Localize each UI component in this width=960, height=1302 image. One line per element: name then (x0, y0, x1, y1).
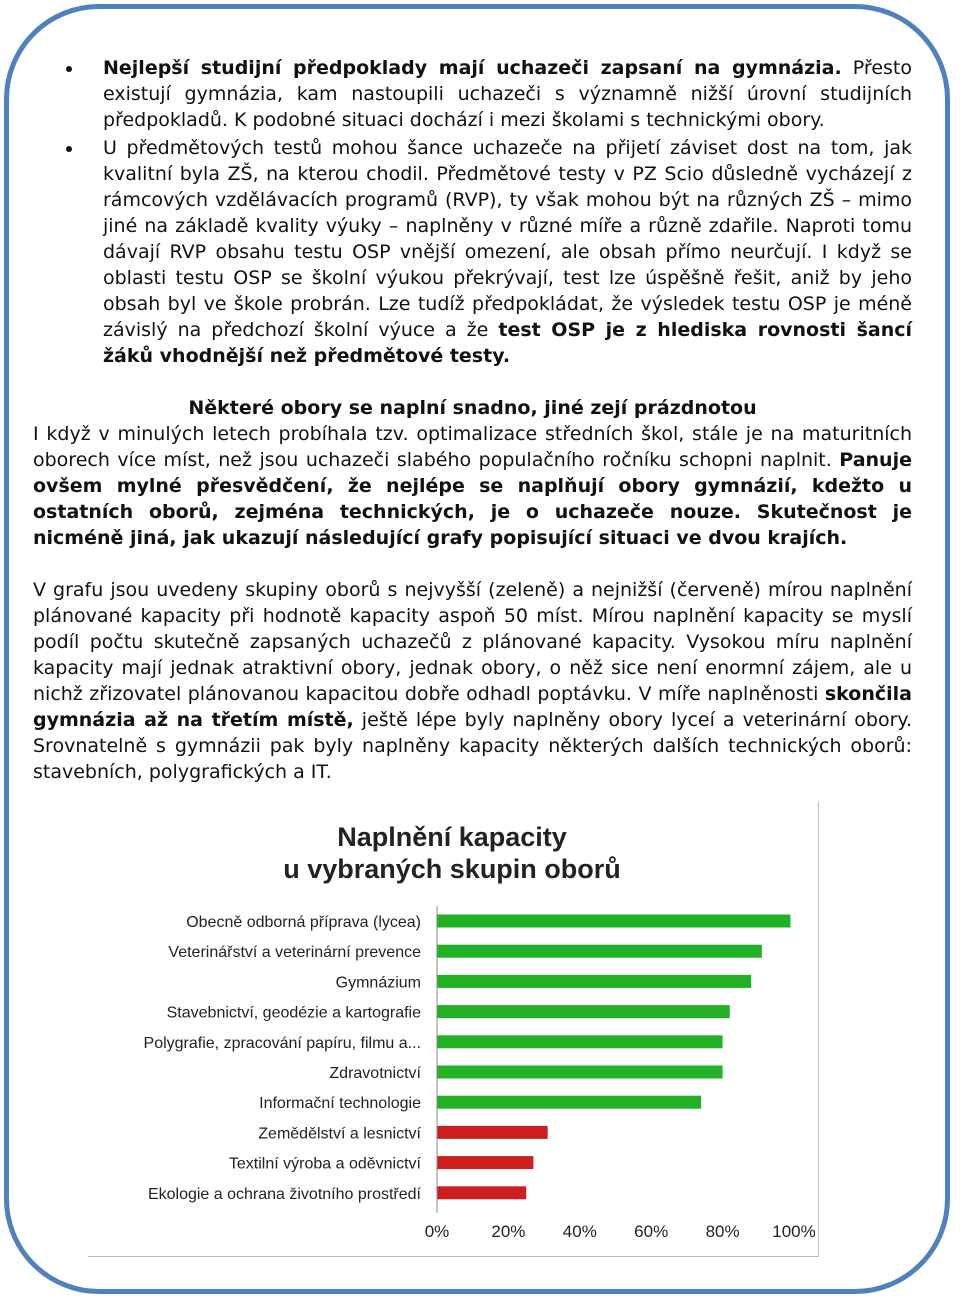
bold-text-run: test OSP je z hlediska rovnosti šancí žáků vhodnější než předmětové testy. (103, 319, 913, 367)
category-label: Polygrafie, zpracování papíru, filmu a... (143, 1034, 421, 1052)
bullet-list (33, 55, 912, 369)
chart-plot-area (144, 906, 816, 1241)
bold-text-run: Nejlepší studijní předpoklady mají uchazeči zapsaní na gymnázia. (103, 57, 842, 79)
bar (437, 1156, 533, 1169)
bar (437, 1066, 723, 1079)
x-tick-label: 40% (562, 1221, 597, 1241)
category-label: Gymnázium (335, 974, 421, 992)
document-body (33, 55, 912, 785)
bold-text-run: skončila gymnázia až na třetím místě, (33, 683, 912, 731)
category-label: Zdravotnictví (329, 1065, 421, 1082)
category-label: Textilní výroba a oděvnictví (228, 1155, 421, 1173)
category-label: Ekologie a ochrana životního prostředí (147, 1185, 421, 1203)
bullet-item-predmetove-testy (33, 135, 912, 369)
paragraph-optimalizace (33, 421, 912, 551)
bar (437, 1035, 723, 1048)
bullet-text (103, 137, 912, 367)
text-run: V grafu jsou uvedeny skupiny oborů s nejvyšší (zeleně) a nejnižší (červeně) mírou naplnění plánované kapacity při hodnotě kapacity aspoň 50 míst. Mírou naplnění kapacity se myslí podíl počtu skutečně zapsaných uchazečů z plánované kapacity. Vysokou míru naplnění kapacity mají jednak atraktivní obory, jednak obory, o něž sice není enormní zájem, ale u nichž zřizovatel plánovanou kapacitou dobře odhadl poptávku. V míře naplněnosti (33, 579, 912, 705)
bar (437, 915, 790, 928)
category-label: Obecně odborná příprava (lycea) (186, 914, 421, 931)
chart-svg (88, 802, 818, 1256)
category-label: Stavebnictví, geodézie a kartografie (166, 1004, 421, 1022)
text-run: ještě lépe byly naplněny obory lyceí a veterinární obory. Srovnatelně s gymnázii pak byly naplněny kapacity některých dalších technických oborů: stavebních, polygrafických a IT. (33, 709, 912, 783)
text-run: Přesto existují gymnázia, kam nastoupili uchazeči s významně nižší úrovní studijních předpokladů. K podobné situaci dochází i mezi školami s technickými obory. (103, 57, 912, 131)
bold-text-run: Panuje ovšem mylné přesvědčení, že nejlépe se naplňují obory gymnázií, kdežto u ostatních oborů, zejména technických, je o uchazeče nouze. Skutečnost je nicméně jiná, jak ukazují následující grafy popisující situaci ve dvou krajích. (33, 449, 912, 549)
bar (437, 1186, 526, 1199)
text-run: U předmětových testů mohou šance uchazeče na přijetí záviset dost na tom, jak kvalitní byla ZŠ, na kterou chodil. Předmětové testy v PZ Scio důsledně vycházejí z rámcových vzdělávacích programů (RVP), ty však mohou být na různých ZŠ – mimo jiné na základě kvality výuky – naplněny v různé míře a různě zdařile. Naproti tomu dávají RVP obsahu testu OSP vnější omezení, ale obsah přímo neurčují. I když se oblasti testu OSP se školní výukou překrývají, test lze úspěšně řešit, aniž by jeho obsah byl ve škole probrán. Lze tudíž předpokládat, že výsledek testu OSP je méně závislý na předchozí školní výuce a že (103, 137, 912, 341)
text-run: I když v minulých letech probíhala tzv. optimalizace středních škol, stále je na maturitních oborech více míst, než jsou uchazeči slabého populačního ročníku schopni naplnit. (33, 423, 912, 471)
x-tick-label: 60% (634, 1221, 669, 1241)
bar (437, 1126, 548, 1139)
section-heading: Některé obory se naplní snadno, jiné zejí prázdnotou (188, 397, 757, 419)
paragraph-graf-popis (33, 577, 912, 785)
bullet-text (103, 57, 912, 131)
chart-subtitle: u vybraných skupin oborů (283, 854, 621, 884)
capacity-chart (88, 802, 819, 1257)
x-tick-label: 20% (491, 1221, 526, 1241)
category-label: Veterinářství a veterinární prevence (168, 944, 421, 962)
chart-title: Naplnění kapacity (337, 822, 567, 852)
x-tick-label: 80% (705, 1221, 740, 1241)
bar (437, 1096, 701, 1109)
bullet-icon (66, 66, 72, 72)
bar (437, 1005, 730, 1018)
bullet-item-gymnazia (33, 55, 912, 133)
x-tick-label: 100% (772, 1221, 816, 1241)
bar (437, 945, 762, 958)
x-tick-label: 0% (424, 1221, 450, 1241)
category-label: Zemědělství a lesnictví (258, 1125, 421, 1143)
category-label: Informační technologie (259, 1095, 421, 1113)
bullet-icon (66, 146, 72, 152)
bar (437, 975, 751, 988)
